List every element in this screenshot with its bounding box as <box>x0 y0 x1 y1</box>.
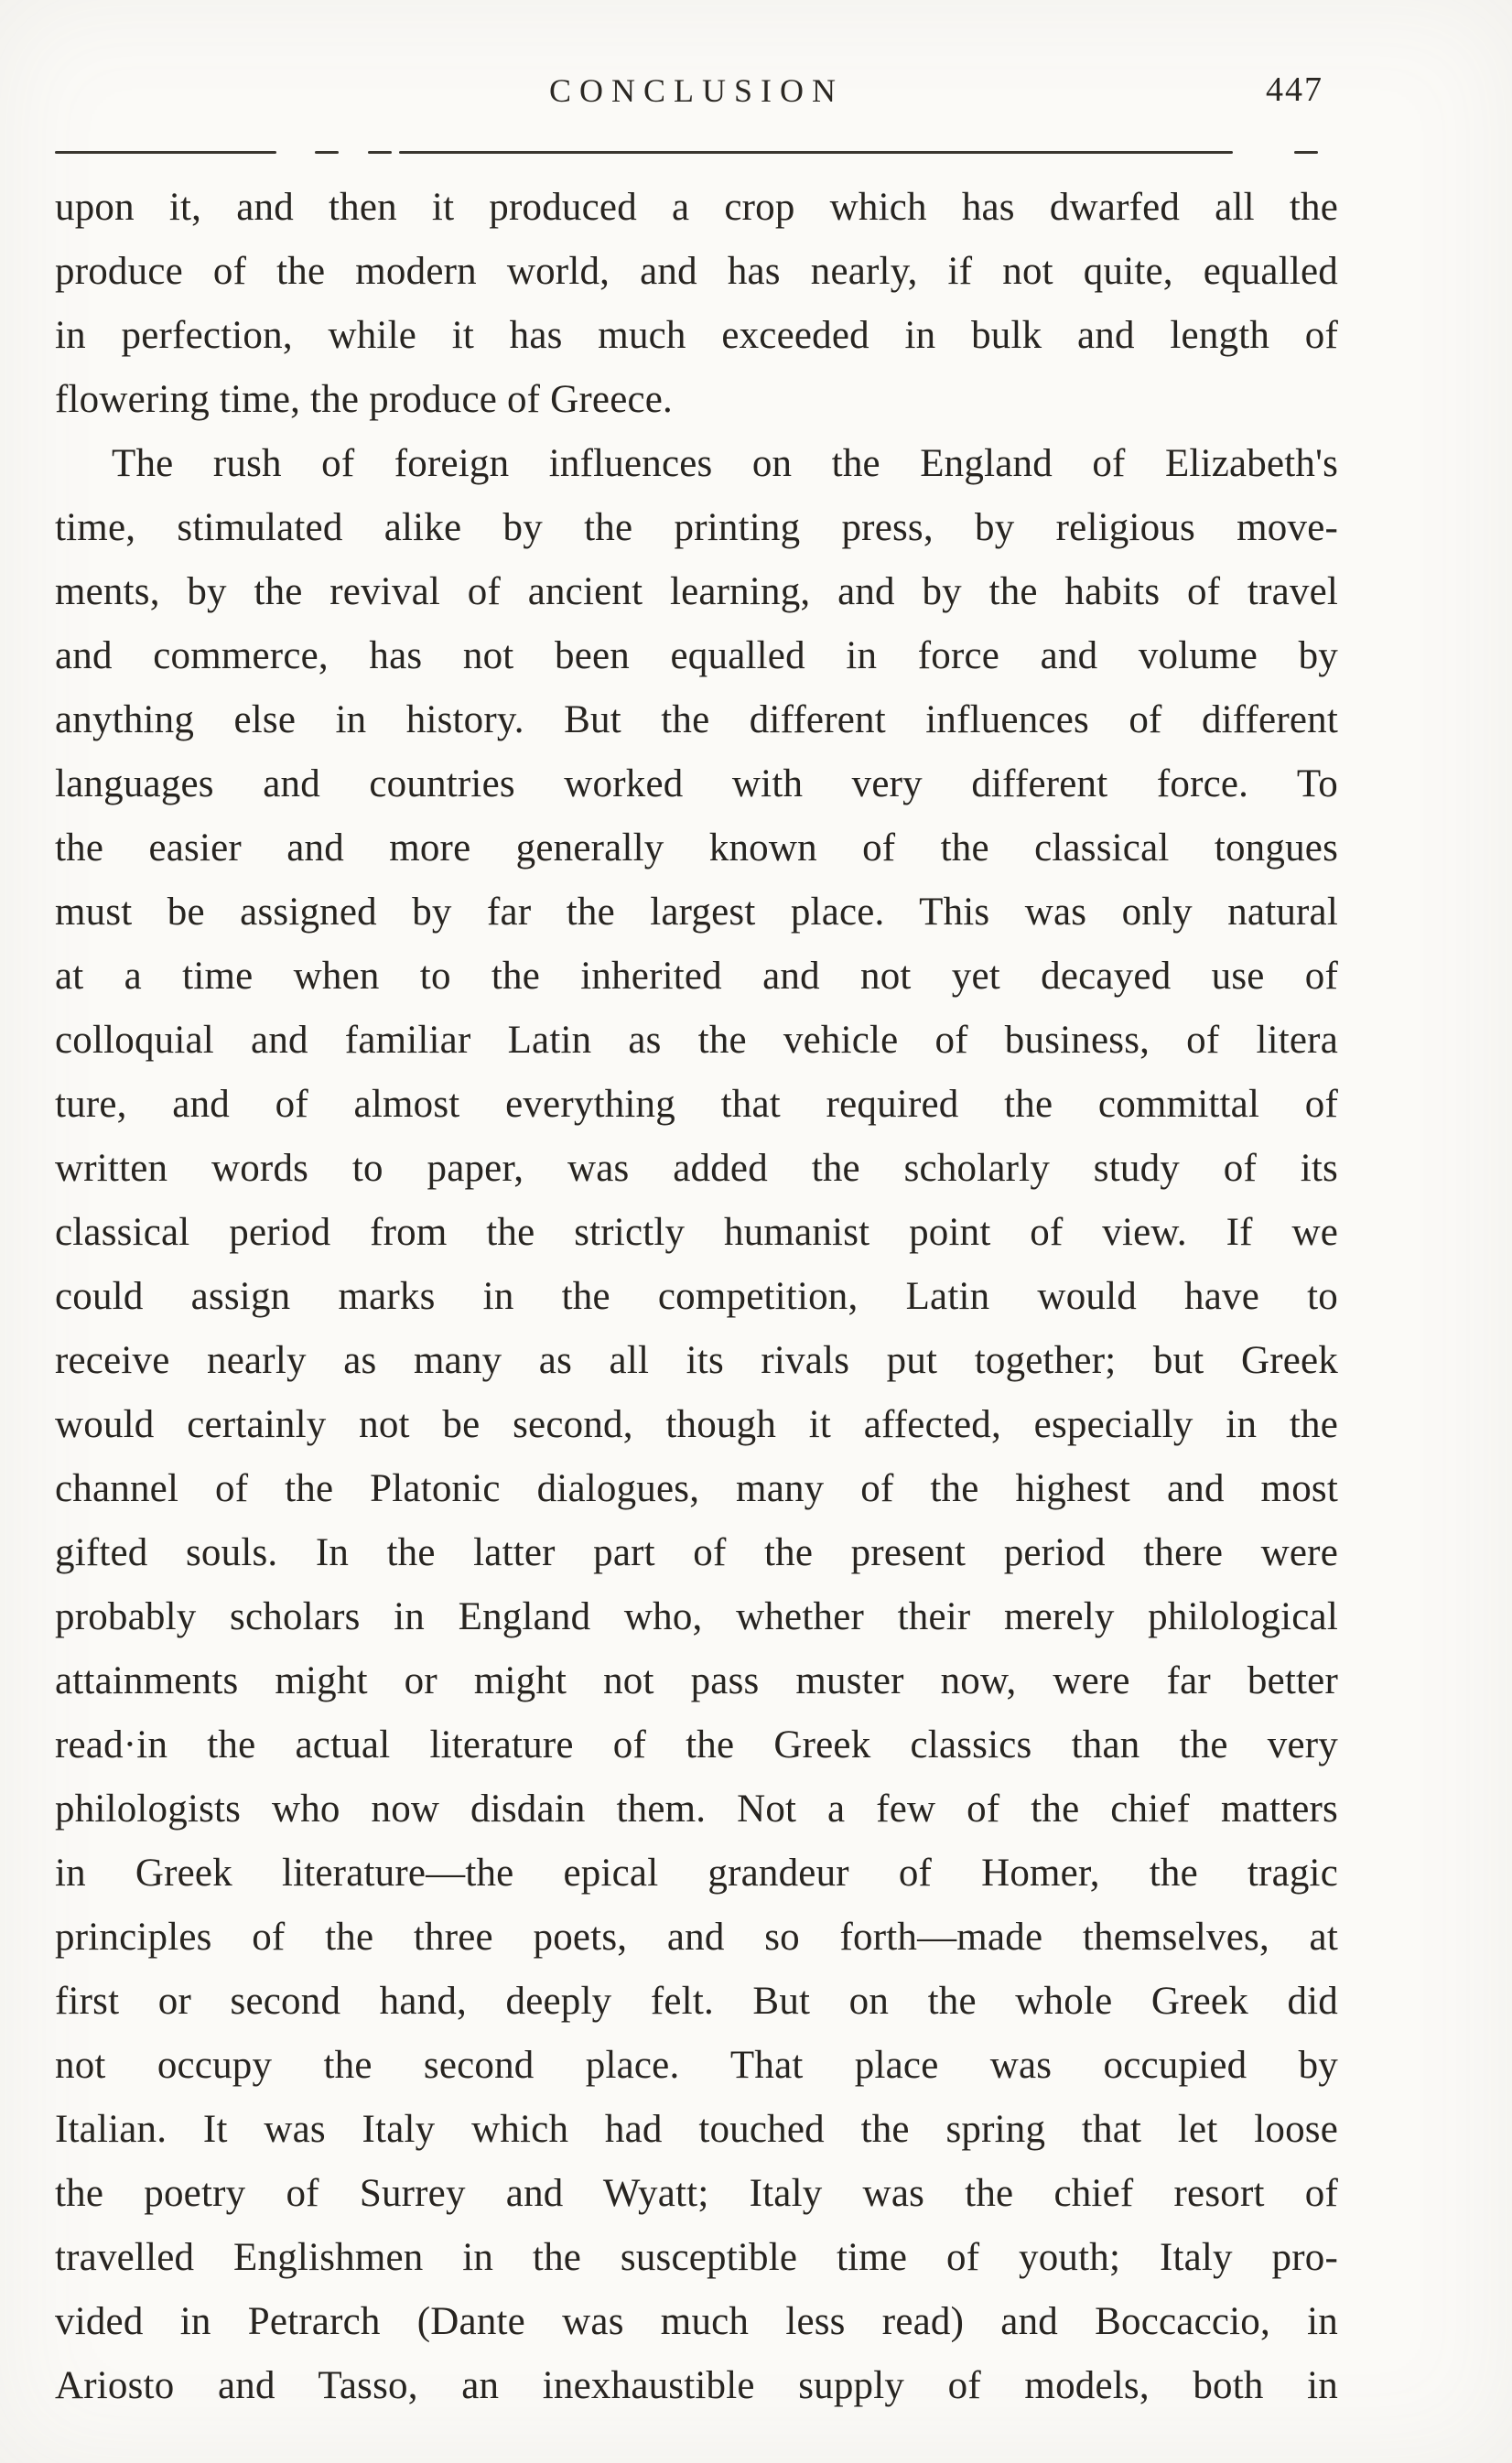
text-line: ture, and of almost everything that required the committal of <box>55 1083 1338 1126</box>
text-line: Italian. It was Italy which had touched the spring that let loose <box>55 2108 1338 2151</box>
text-line: time, stimulated alike by the printing press, by religious move- <box>55 506 1338 549</box>
text-line: produce of the modern world, and has nearly, if not quite, equalled <box>55 250 1338 293</box>
page-number: 447 <box>1266 70 1323 109</box>
text-line: in Greek literature—the epical grandeur of Homer, the tragic <box>55 1852 1338 1895</box>
text-line: upon it, and then it produced a crop which has dwarfed all the <box>55 186 1338 229</box>
text-line: receive nearly as many as all its rivals put together; but Greek <box>55 1339 1338 1382</box>
text-line: gifted souls. In the latter part of the present period there were <box>55 1531 1338 1574</box>
text-line: could assign marks in the competition, Latin would have to <box>55 1275 1338 1318</box>
text-line: Ariosto and Tasso, an inexhaustible supply of models, both in <box>55 2364 1338 2407</box>
page-header <box>55 71 1338 110</box>
rule-segment <box>399 151 1233 154</box>
text-line: at a time when to the inherited and not yet decayed use of <box>55 955 1338 998</box>
text-line: languages and countries worked with very different force. To <box>55 762 1338 805</box>
text-line: in perfection, while it has much exceeded in bulk and length of <box>55 314 1338 357</box>
rule-segment <box>368 151 392 154</box>
text-line: the poetry of Surrey and Wyatt; Italy was the chief resort of <box>55 2172 1338 2215</box>
paragraph <box>55 176 1338 432</box>
text-line: not occupy the second place. That place was occupied by <box>55 2044 1338 2087</box>
text-line: read·in the actual literature of the Greek classics than the very <box>55 1723 1338 1766</box>
text-line: philologists who now disdain them. Not a few of the chief matters <box>55 1788 1338 1831</box>
text-line: would certainly not be second, though it affected, especially in the <box>55 1403 1338 1446</box>
text-line: travelled Englishmen in the susceptible time of youth; Italy pro- <box>55 2236 1338 2279</box>
text-line: vided in Petrarch (Dante was much less read) and Boccaccio, in <box>55 2300 1338 2343</box>
text-line: probably scholars in England who, whether their merely philological <box>55 1595 1338 1638</box>
rule-segment <box>1294 151 1318 154</box>
decorative-rule <box>0 149 1512 155</box>
text-line: anything else in history. But the different influences of different <box>55 698 1338 741</box>
text-line: principles of the three poets, and so forth—made themselves, at <box>55 1916 1338 1959</box>
paragraph <box>55 432 1338 2418</box>
text-line: classical period from the strictly humanist point of view. If we <box>55 1211 1338 1254</box>
text-line: The rush of foreign influences on the England of Elizabeth's <box>112 442 1338 485</box>
text-line: the easier and more generally known of the classical tongues <box>55 826 1338 870</box>
text-line: first or second hand, deeply felt. But on the whole Greek did <box>55 1980 1338 2023</box>
text-line: colloquial and familiar Latin as the vehicle of business, of litera <box>55 1019 1338 1062</box>
text-line: and commerce, has not been equalled in force and volume by <box>55 634 1338 677</box>
text-line: channel of the Platonic dialogues, many of the highest and most <box>55 1467 1338 1510</box>
text-line: attainments might or might not pass muster now, were far better <box>55 1659 1338 1702</box>
text-line: flowering time, the produce of Greece. <box>55 378 674 421</box>
running-title: CONCLUSION <box>548 72 844 109</box>
rule-segment <box>315 151 339 154</box>
rule-segment <box>55 151 276 154</box>
text-line: written words to paper, was added the scholarly study of its <box>55 1147 1338 1190</box>
text-block <box>55 176 1338 2418</box>
text-line: must be assigned by far the largest place. This was only natural <box>55 891 1338 934</box>
text-line: ments, by the revival of ancient learning, and by the habits of travel <box>55 570 1338 613</box>
